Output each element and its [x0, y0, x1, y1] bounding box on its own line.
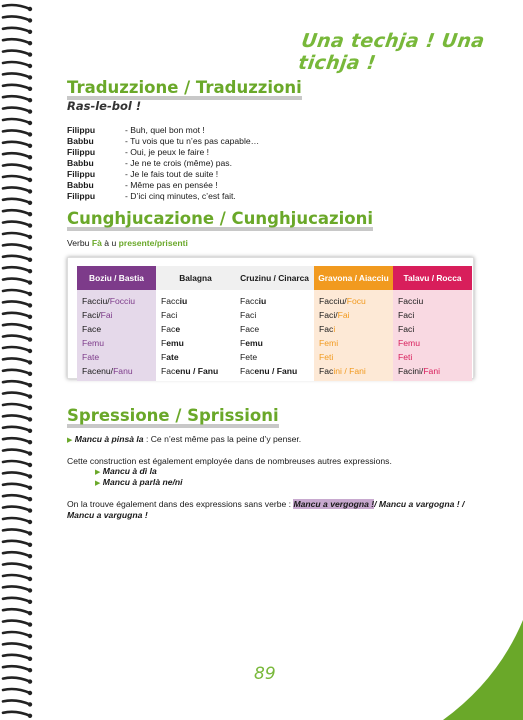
- table-column: [314, 266, 393, 381]
- table-cell: Faci: [398, 324, 415, 334]
- table-cell: Facciu: [240, 296, 267, 306]
- spiral-ring: [3, 336, 32, 342]
- header-title: Una techja ! Una tichja !: [296, 30, 487, 74]
- spiral-ring: [3, 39, 32, 45]
- table-cell: Femu: [398, 338, 420, 348]
- column-header: Talavu / Rocca: [393, 266, 472, 290]
- column-header: Boziu / Bastia: [77, 266, 156, 290]
- table-cell: Facenu / Fanu: [161, 366, 219, 376]
- spiral-ring: [3, 541, 32, 547]
- dialog-subtitle: Ras-le-bol !: [67, 99, 142, 113]
- section-title-cunghjucazione: Cunghjucazione / Cunghjucazioni: [67, 209, 373, 228]
- spiral-ring: [3, 142, 32, 148]
- spiral-binding: [0, 0, 38, 720]
- column-header: Balagna: [156, 266, 235, 290]
- spiral-ring: [3, 256, 32, 262]
- table-cell: Faci: [240, 310, 257, 320]
- table-cell: Fete: [240, 352, 258, 362]
- table-cell: Facenu/Fanu: [82, 366, 133, 376]
- dialog-line: - Oui, je peux le faire !: [125, 147, 210, 157]
- dialog-line: - Buh, quel bon mot !: [125, 125, 205, 135]
- table-cell: Femi: [319, 338, 339, 348]
- spiral-ring: [3, 187, 32, 193]
- verb-line: Verbu Fà à u presente/prisenti: [67, 238, 188, 248]
- spiral-ring: [3, 153, 32, 159]
- column-header: Cruzinu / Cinarca: [235, 266, 314, 290]
- dialog-line: - D’ici cinq minutes, c’est fait.: [125, 191, 236, 201]
- spiral-ring: [3, 450, 32, 456]
- spiral-ring: [3, 370, 32, 376]
- dialog-row: [67, 136, 259, 147]
- spiral-ring: [3, 552, 32, 558]
- spiral-ring: [3, 165, 32, 171]
- table-cell: Fate: [82, 352, 100, 362]
- table-cell: Facciu/Focciu: [82, 296, 136, 306]
- spiral-ring: [3, 689, 32, 695]
- dialog-line: - Même pas en pensée !: [125, 180, 218, 190]
- speaker-name: Filippu: [67, 169, 96, 179]
- table-cell: Facini/Fani: [398, 366, 441, 376]
- expression-1: ▶ Mancu à pinsà la : Ce n’est même pas la peine d’y penser.: [67, 434, 302, 444]
- table-cell: Faci/Fai: [319, 310, 350, 320]
- spiral-ring: [3, 73, 32, 79]
- spiral-ring: [3, 529, 32, 535]
- spiral-ring: [3, 119, 32, 125]
- table-cell: Face: [240, 324, 260, 334]
- corner-decoration: [443, 620, 523, 720]
- speaker-name: Filippu: [67, 125, 96, 135]
- section-title-traduzzione: Traduzzione / Traduzzioni: [67, 78, 302, 97]
- spiral-ring: [3, 678, 32, 684]
- table-cell: Faci: [161, 310, 178, 320]
- table-cell: Feti: [398, 352, 413, 362]
- spiral-ring: [3, 438, 32, 444]
- dialog-line: - Je ne te crois (même) pas.: [125, 158, 232, 168]
- spiral-ring: [3, 632, 32, 638]
- spiral-ring: [3, 427, 32, 433]
- spiral-ring: [3, 244, 32, 250]
- spiral-ring: [3, 233, 32, 239]
- page-number: 89: [254, 664, 276, 684]
- spiral-ring: [3, 700, 32, 706]
- spiral-ring: [3, 324, 32, 330]
- conjugation-table-card: [67, 257, 474, 379]
- table-cell: Faci/Fai: [82, 310, 113, 320]
- speaker-name: Filippu: [67, 191, 96, 201]
- table-column: [156, 266, 235, 381]
- speaker-name: Filippu: [67, 147, 96, 157]
- dialog-block: [67, 125, 259, 202]
- speaker-name: Babbu: [67, 136, 94, 146]
- spiral-ring: [3, 655, 32, 661]
- spiral-ring: [3, 301, 32, 307]
- table-cell: Facenu / Fanu: [240, 366, 298, 376]
- arrow-icon: ▶: [67, 437, 73, 444]
- speaker-name: Babbu: [67, 180, 94, 190]
- table-cell: Fate: [161, 352, 179, 362]
- spiral-ring: [3, 507, 32, 513]
- table-cell: Femu: [161, 338, 184, 348]
- spiral-ring: [3, 621, 32, 627]
- speaker-name: Babbu: [67, 158, 94, 168]
- spiral-ring: [3, 222, 32, 228]
- spiral-ring: [3, 575, 32, 581]
- dialog-row: [67, 147, 259, 158]
- table-cell: Face: [161, 324, 181, 334]
- spiral-ring: [3, 210, 32, 216]
- table-cell: Facciu: [398, 296, 424, 306]
- dialog-line: - Je le fais tout de suite !: [125, 169, 219, 179]
- spiral-ring: [3, 51, 32, 57]
- spiral-ring: [3, 96, 32, 102]
- conjugation-table: [77, 266, 472, 381]
- spiral-ring: [3, 267, 32, 273]
- dialog-row: [67, 169, 259, 180]
- spiral-ring: [3, 381, 32, 387]
- spiral-ring: [3, 313, 32, 319]
- spiral-ring: [3, 199, 32, 205]
- table-cell: Face: [82, 324, 102, 334]
- spiral-ring: [3, 609, 32, 615]
- spiral-ring: [3, 598, 32, 604]
- arrow-icon: ▶: [95, 480, 101, 487]
- table-cell: Facciu: [161, 296, 188, 306]
- dialog-line: - Tu vois que tu n’es pas capable…: [125, 136, 260, 146]
- spiral-ring: [3, 85, 32, 91]
- table-column: [77, 266, 156, 381]
- sub-expression-2: ▶ Mancu à parlà ne/ni: [95, 477, 183, 487]
- table-cell: Faci: [398, 310, 415, 320]
- dialog-row: [67, 125, 259, 136]
- spiral-ring: [3, 62, 32, 68]
- arrow-icon: ▶: [95, 469, 101, 476]
- spiral-ring: [3, 130, 32, 136]
- dialog-row: [67, 158, 259, 169]
- table-cell: Femu: [240, 338, 263, 348]
- paragraph-sans-verbe: On la trouve également dans des expressions sans verbe : Mancu a vergogna !/ Mancu a vargogna ! / Mancu a vargugna !: [67, 499, 465, 520]
- dialog-row: [67, 180, 259, 191]
- spiral-ring: [3, 28, 32, 34]
- spiral-ring: [3, 347, 32, 353]
- spiral-ring: [3, 484, 32, 490]
- spiral-ring: [3, 393, 32, 399]
- table-cell: Facini / Fani: [319, 366, 366, 376]
- spiral-ring: [3, 404, 32, 410]
- table-cell: Femu: [82, 338, 104, 348]
- spiral-ring: [3, 415, 32, 421]
- spiral-ring: [3, 358, 32, 364]
- table-cell: Feti: [319, 352, 334, 362]
- spiral-ring: [3, 518, 32, 524]
- table-cell: Facciu/Focu: [319, 296, 366, 306]
- spiral-ring: [3, 666, 32, 672]
- dialog-row: [67, 191, 259, 202]
- column-header: Gravona / Aiacciu: [314, 266, 393, 290]
- spiral-ring: [3, 16, 32, 22]
- sub-expression-1: ▶ Mancu à dì la: [95, 466, 157, 476]
- table-column: [235, 266, 314, 381]
- table-cell: Faci: [319, 324, 336, 334]
- spiral-ring: [3, 461, 32, 467]
- spiral-ring: [3, 564, 32, 570]
- table-column: [393, 266, 472, 381]
- spiral-ring: [3, 290, 32, 296]
- spiral-ring: [3, 176, 32, 182]
- spiral-ring: [3, 279, 32, 285]
- spiral-ring: [3, 712, 32, 718]
- spiral-ring: [3, 643, 32, 649]
- paragraph-construction: Cette construction est également employée dans de nombreuses autres expressions.: [67, 456, 392, 466]
- spiral-ring: [3, 472, 32, 478]
- spiral-ring: [3, 108, 32, 114]
- section-title-spressione: Spressione / Sprissioni: [67, 406, 279, 425]
- spiral-ring: [3, 586, 32, 592]
- spiral-ring: [3, 5, 32, 11]
- spiral-ring: [3, 495, 32, 501]
